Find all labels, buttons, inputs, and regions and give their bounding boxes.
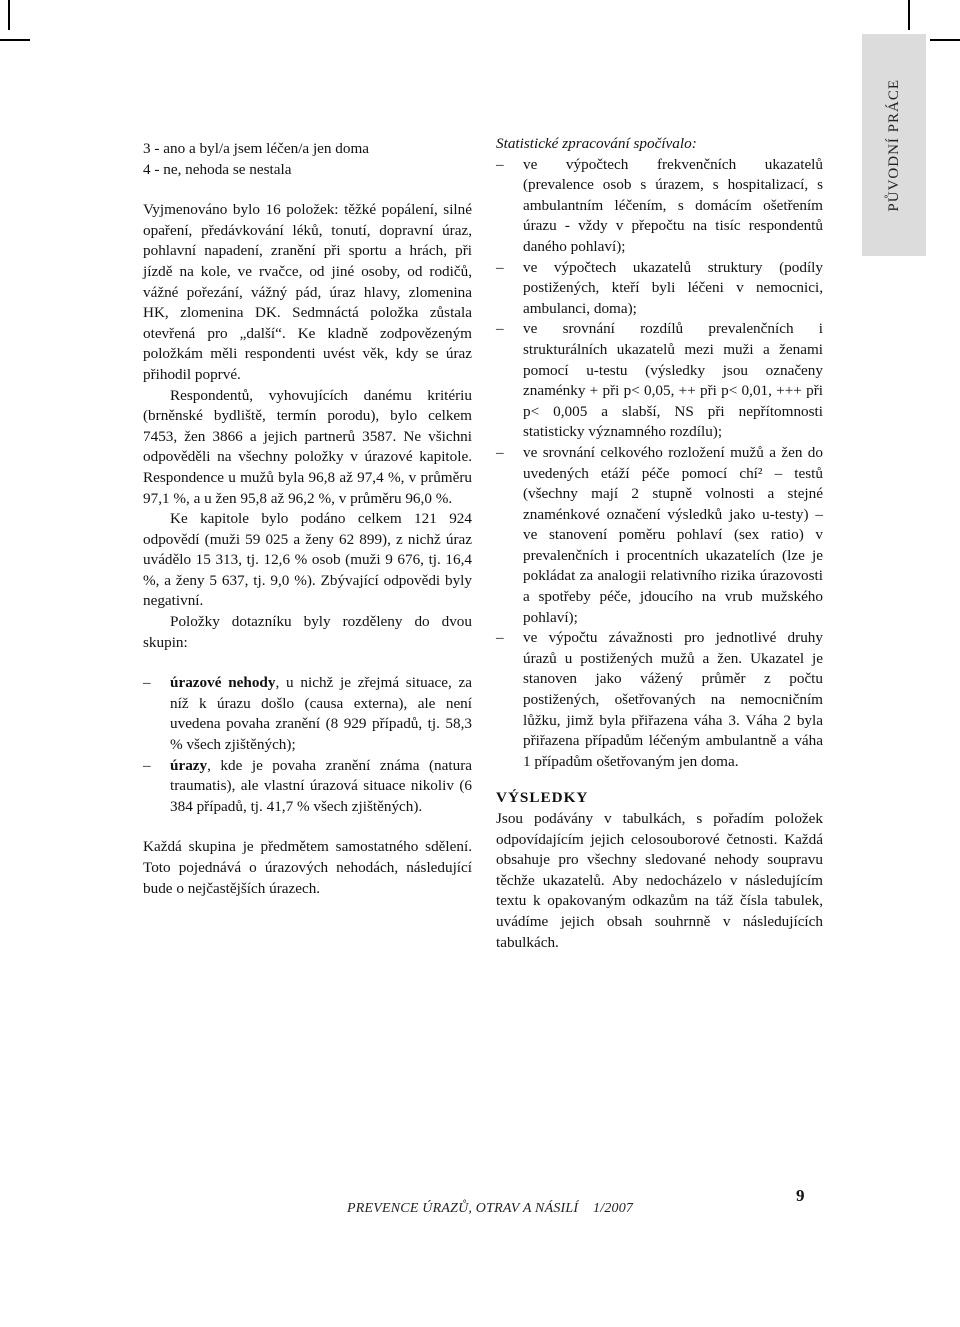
dash-bullet: – (496, 443, 504, 461)
paragraph: Položky dotazníku byly rozděleny do dvou skupin: (143, 613, 472, 651)
list-item (496, 155, 823, 258)
list-text: , kde je povaha zranění známa (natura traumatis), ale vlastní úrazová situace nikoliv (6 384 případů, tj. 41,7 % všech zjištěných). (170, 756, 472, 815)
dash-bullet: – (143, 674, 151, 692)
list-item (496, 319, 823, 443)
dash-bullet: – (496, 258, 504, 276)
left-column (143, 139, 472, 899)
page-number: 9 (796, 1186, 805, 1205)
list-text: ve srovnání celkového rozložení mužů a žen do uvedených etáží péče pomocí chí² – testů (všechny mají 2 stupně volnosti a stejné znaménkové označení výsledků jako u-testy) – ve stanovení poměru pohlaví (sex ratio) v prevalenčních i procentních ukazatelích (lze je pokládat za analogii relativního rizika úrazovosti a spotřeby péče, jdoucího na vrub mužského pohlaví); (523, 443, 823, 626)
list-item (143, 756, 472, 818)
list-text: , u nichž je zřejmá situace, za níž k úrazu došlo (causa externa), ale není uvedena povaha zranění (8 929 případů, tj. 58,3 % všech zjištěných); (170, 674, 473, 754)
spacer (143, 817, 472, 837)
paragraph: Vyjmenováno bylo 16 položek: těžké popálení, silné opaření, předávkování léků, tonutí, dopravní úraz, pohlavní napadení, zranění při sportu a hrách, při jízdě na kole, ve rvačce, od jiné osoby, od rodičů, vážné pořezání, vážný pád, úraz hlavy, zlomenina HK, zlomenina DK. Sedmnáctá položka zůstala otevřená pro „další“. Ke kladně zodpovězeným položkám měli respondenti uvést věk, kdy se úraz přihodil poprvé. (143, 201, 472, 383)
spacer (143, 653, 472, 673)
paragraph: Jsou podávány v tabulkách, s pořadím položek odpovídajícím jejich celosouborové četnosti. Každá obsahuje pro všechny sledované nehody soupravu těchže ukazatelů. Aby nedocházelo v následujícím textu k opakovaným odkazům na táž čísla tabulek, uvádíme jejich obsah souhrnně v následujících tabulkách. (496, 810, 823, 951)
answer-option: 3 - ano a byl/a jsem léčen/a jen doma (143, 140, 370, 157)
right-column (496, 134, 823, 953)
dash-bullet: – (496, 629, 504, 647)
section-label: PŮVODNÍ PRÁCE (885, 78, 902, 212)
dash-bullet: – (143, 756, 151, 774)
crop-mark-top-left-h (0, 39, 30, 41)
term: úrazy (170, 756, 208, 774)
answer-option: 4 - ne, nehoda se nestala (143, 160, 292, 178)
journal-footer: PREVENCE ÚRAZŮ, OTRAV A NÁSILÍ 1/2007 (347, 1201, 634, 1216)
term: úrazové nehody (170, 674, 276, 692)
crop-mark-top-right-h (930, 39, 960, 41)
list-item (496, 443, 823, 628)
spacer (143, 180, 472, 200)
paragraph: Respondentů, vyhovujících danému kritériu (brněnské bydliště, termín porodu), bylo celkem 7453, žen 3866 a jejich partnerů 3587. Ne všichni odpověděli na všechny položky v úrazové kapitole. Respondence u mužů byla 96,8 až 97,4 %, v průměru 97,1 %, a u žen 95,8 až 96,2 %, v průměru 96,0 %. (143, 386, 472, 507)
paragraph: Ke kapitole bylo podáno celkem 121 924 odpovědí (muži 59 025 a ženy 62 899), z nichž úraz uvádělo 15 313, tj. 12,6 % osob (muži 9 676, tj. 16,4 %, a ženy 5 637, tj. 9,0 %). Zbývající odpovědi byly negativní. (143, 510, 472, 610)
list-text: ve výpočtech frekvenčních ukazatelů (prevalence osob s úrazem, s hospitalizací, s ambulantním léčením, s domácím ošetřením úrazu - vždy v přepočtu na tisíc respondentů daného pohlaví); (523, 155, 823, 255)
list-item (143, 673, 472, 755)
list-item (496, 258, 823, 320)
list-text: ve výpočtu závažnosti pro jednotlivé druhy úrazů u postižených mužů a žen. Ukazatel je stanoven jako vážený průměr z počtu postižených, ošetřovaných na nemocničním lůžku, jimž byla přiřazena váha 3. Váha 2 byla přiřazena případům léčeným ambulantně a váha 1 případům ošetřovaným jen doma. (523, 629, 823, 770)
section-label-wrapper (862, 34, 926, 256)
section-heading: VÝSLEDKY (496, 789, 589, 807)
dash-bullet: – (496, 320, 504, 338)
paragraph: Každá skupina je předmětem samostatného sdělení. Toto pojednává o úrazových nehodách, následující bude o nejčastějších úrazech. (143, 838, 472, 897)
list-intro: Statistické zpracování spočívalo: (496, 135, 697, 152)
crop-mark-top-right (908, 0, 910, 30)
list-item (496, 628, 823, 772)
list-text: ve srovnání rozdílů prevalenčních i strukturálních ukazatelů mezi muži a ženami pomocí u-testu (výsledky jsou označeny znaménky + při p< 0,05, ++ při p< 0,01, +++ při p< 0,005 a slabší, NS při nepřítomnosti statisticky významného rozdílu); (523, 320, 823, 441)
crop-mark-top-left (8, 0, 10, 30)
dash-bullet: – (496, 155, 504, 173)
list-text: ve výpočtech ukazatelů struktury (podíly postižených, kteří byli léčeni v nemocnici, ambulanci, doma); (523, 258, 823, 317)
